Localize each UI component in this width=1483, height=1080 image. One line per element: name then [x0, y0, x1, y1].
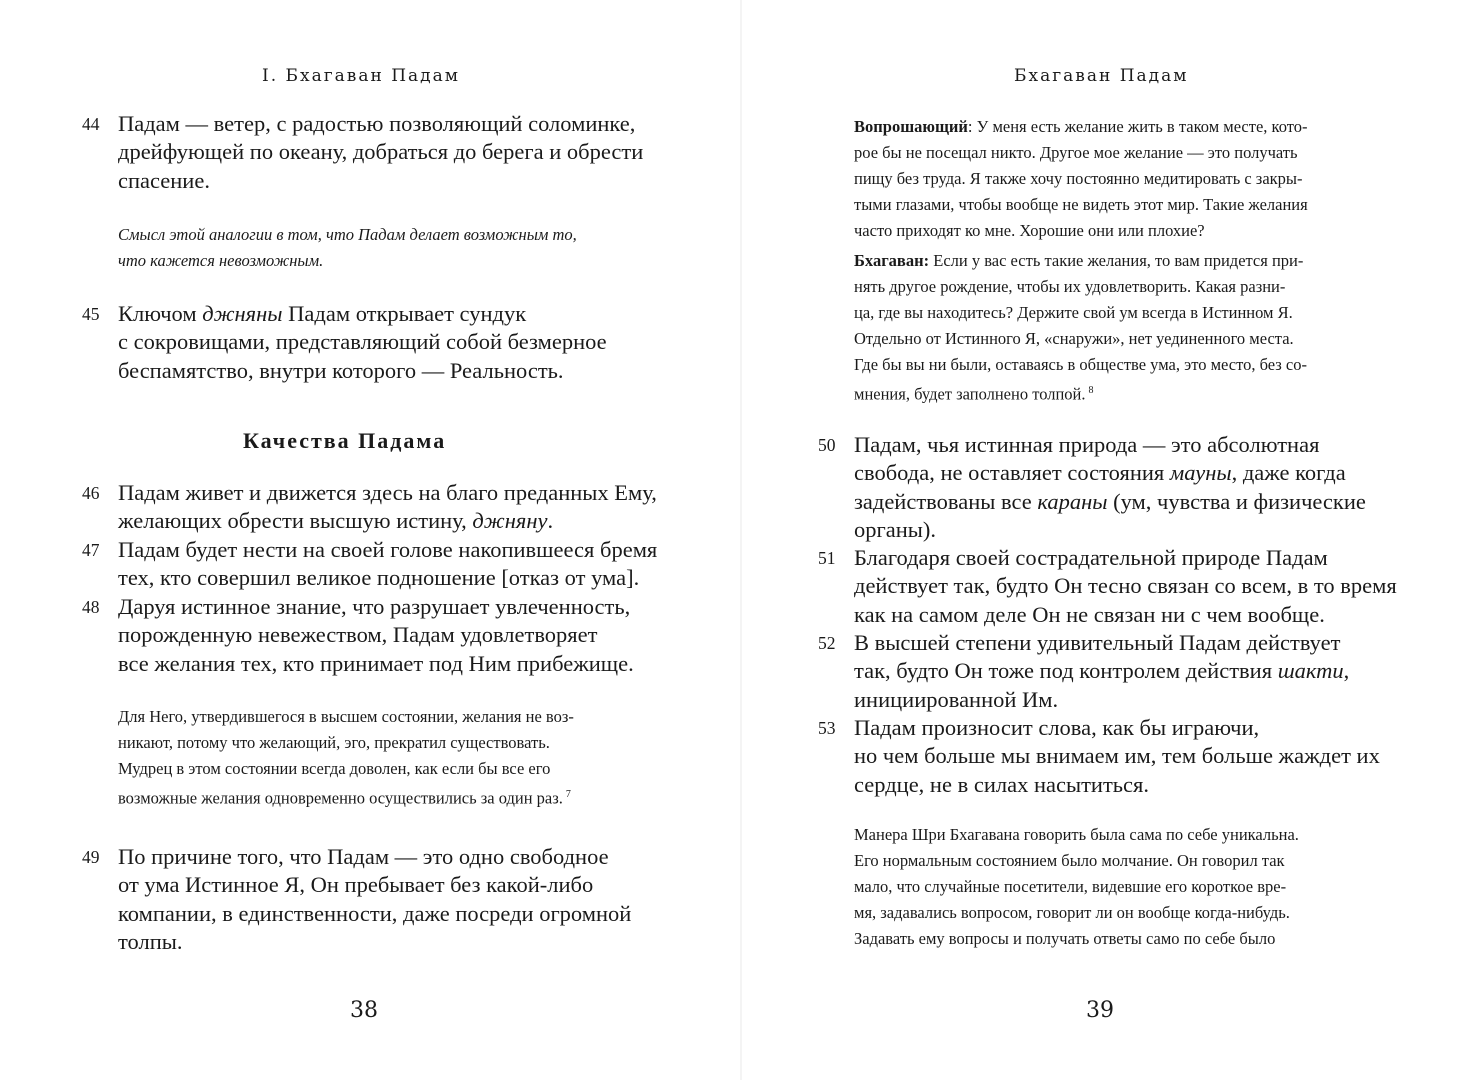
verse-47: 47 Падам будет нести на своей голове накопившееся бремя тех, кто совершил великое подношение [отказ от ума]. [82, 537, 658, 591]
page-number: 39 [1086, 998, 1114, 1023]
verse-50: 50 Падам, чья истинная природа — это абсолютная свобода, не оставляет состояния мауны, даже когда задействованы все караны (ум, чувства и физические органы). [818, 432, 1366, 543]
verse-number: 46 [82, 483, 100, 503]
commentary-48: Для Него, утвердившегося в высшем состоянии, желания не воз- никают, потому что желающий, эго, прекратил существовать. Мудрец в этом состоянии всегда доволен, как если бы все его возможные желания одновременно осуществились за один раз. $^7$ [118, 707, 574, 808]
verse-45: 45 Ключом джняны Падам открывает сундук с сокровищами, представляющий собой безмерное беспамятство, внутри которого — Реальность. [82, 301, 607, 383]
dialogue-answer: Бхагаван: Если у вас есть такие желания, то вам придется при- нять другое рождение, чтобы их удовлетворить. Какая разни- ца, где вы находитесь? Держите свой ум всегда в Истинном Я. Отдельно от Истинного Я, «снаружи», нет уединенного места. Где бы вы ни были, оставаясь в обществе ума, это место, без со- мнения, будет заполнено толпой. $^8$ [854, 251, 1307, 404]
left-page [0, 0, 741, 1080]
verse-number: 50 [818, 435, 836, 455]
commentary-53: Манера Шри Бхагавана говорить была сама по себе уникальна. Его нормальным состоянием было молчание. Он говорил так мало, что случайные посетители, видевшие его короткое вре- мя, задавались вопросом, говорит ли он вообще когда-нибудь. Задавать ему вопросы и получать ответы само по себе было [854, 825, 1299, 948]
page-number: 38 [350, 998, 378, 1023]
verse-48: 48 Даруя истинное знание, что разрушает увлеченность, порожденную невежеством, Падам удовлетворяет все желания тех, кто принимает под Ним прибежище. [82, 594, 634, 676]
verse-46: 46 Падам живет и движется здесь на благо преданных Ему, желающих обрести высшую истину, джняну. [82, 480, 657, 534]
verse-51: 51 Благодаря своей сострадательной природе Падам действует так, будто Он тесно связан со всем, в то время как на самом деле Он не связан ни с чем вообще. [818, 545, 1397, 627]
verse-49: 49 По причине того, что Падам — это одно свободное от ума Истинное Я, Он пребывает без какой-либо компании, в единственности, даже посреди огромной толпы. [82, 844, 632, 955]
verse-number: 45 [82, 304, 100, 324]
verse-number: 44 [82, 114, 100, 134]
footnote-marker: 7 [565, 789, 571, 800]
verse-44: 44 Падам — ветер, с радостью позволяющий соломинке, дрейфующей по океану, добраться до берега и обрести спасение. [82, 111, 644, 193]
footnote-marker: 8 [1088, 385, 1094, 396]
speaker-label: Бхагаван: [854, 251, 930, 270]
running-head: I. Бхагаван Падам [262, 66, 461, 86]
speaker-label: Вопрошающий [854, 117, 968, 136]
verse-number: 53 [818, 718, 836, 738]
section-heading: Качества Падама [243, 428, 447, 453]
running-head: Бхагаван Падам [1014, 66, 1189, 86]
right-page [742, 0, 1483, 1080]
verse-number: 51 [818, 548, 836, 568]
verse-52: 52 В высшей степени удивительный Падам действует так, будто Он тоже под контролем действия шакти, инициированной Им. [818, 630, 1350, 712]
verse-number: 47 [82, 540, 100, 560]
verse-number: 49 [82, 847, 100, 867]
commentary-44: Смысл этой аналогии в том, что Падам делает возможным то, что кажется невозможным. [118, 225, 577, 270]
dialogue-question: Вопрошающий: У меня есть желание жить в таком месте, кото- рое бы не посещал никто. Другое мое желание — это получать пищу без труда. Я также хочу постоянно медитировать с закры- тыми глазами, чтобы вообще не видеть этот мир. Такие желания часто приходят ко мне. Хорошие они или плохие? [854, 117, 1308, 240]
verse-number: 52 [818, 633, 836, 653]
verse-53: 53 Падам произносит слова, как бы играючи, но чем больше мы внимаем им, тем больше жаждет их сердце, не в силах насытиться. [818, 715, 1380, 797]
verse-number: 48 [82, 597, 100, 617]
